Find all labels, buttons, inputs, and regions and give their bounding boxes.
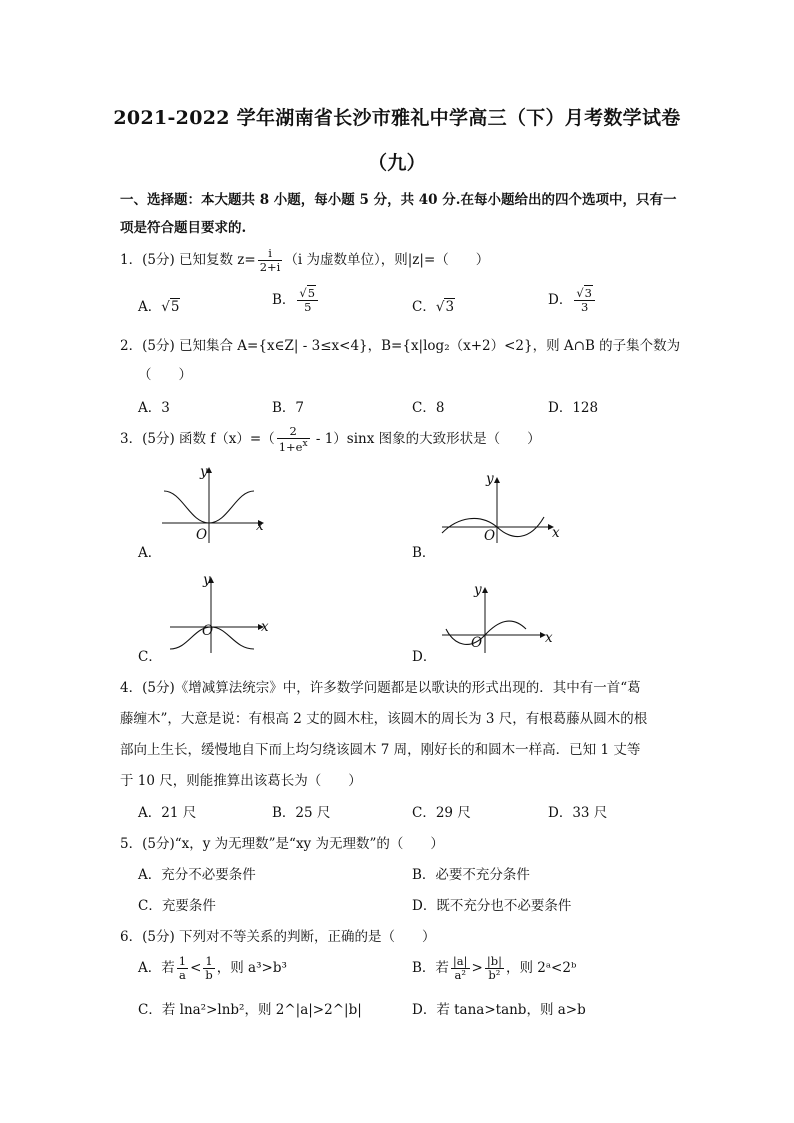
graph-d: [440, 585, 555, 655]
q1-frac-num: i: [258, 247, 283, 261]
q1-suffix: （i 为虚数单位），则|z|=（ ）: [284, 252, 490, 269]
section-heading: 一、选择题：本大题共 8 小题，每小题 5 分，共 40 分.在每小题给出的四个选项中，只有一: [120, 192, 677, 208]
radicand: 5: [170, 299, 180, 315]
question-1: [120, 247, 489, 274]
q3-option-b[interactable]: B．: [412, 545, 436, 561]
option-tail: ，则 a³>b³: [216, 960, 287, 977]
q3-fraction: [277, 425, 310, 454]
graph-b-x: x: [552, 525, 560, 541]
q1-option-b[interactable]: [272, 287, 320, 314]
frac-den: b²: [488, 968, 501, 983]
frac-den: a²: [454, 968, 466, 983]
q3-prefix: 3．(5分) 函数 f（x）=（: [120, 431, 275, 448]
graph-c: [168, 575, 273, 655]
option-label: B．: [272, 292, 296, 309]
q3-option-c[interactable]: C．: [138, 649, 162, 665]
graph-a-y: y: [200, 464, 208, 480]
graph-d-origin: O: [471, 635, 483, 651]
frac-abs-b: [485, 955, 504, 982]
frac-num: |a|: [452, 954, 468, 968]
question-4-line2: 藤缠木”，大意是说：有根高 2 丈的圆木柱，该圆木的周长为 3 尺，有根葛藤从圆木的根: [120, 711, 648, 727]
q1-z-eq: z=: [237, 252, 256, 269]
radicand: 5: [307, 286, 316, 300]
q1-option-d[interactable]: [548, 287, 597, 314]
frac-abs-a: [451, 955, 470, 982]
question-4-line4: 于 10 尺，则能推算出该葛长为（ ）: [120, 773, 362, 789]
q3-frac-num: 2: [277, 425, 310, 439]
q1-d-fraction: [574, 287, 595, 314]
q6-option-a[interactable]: A．若 $\frac{1}{a}$ < $\frac{1}{b}$ ，则 a³>b³: [138, 954, 287, 983]
question-5: 5．(5分)“x，y 为无理数”是“xy 为无理数”的（ ）: [120, 836, 444, 852]
graph-b: [440, 475, 565, 545]
q5-option-c[interactable]: C．充要条件: [138, 898, 216, 914]
graph-d-y: y: [474, 582, 482, 598]
graph-b-origin: O: [484, 528, 496, 544]
option-tail: ，则 2ᵃ<2ᵇ: [505, 960, 577, 977]
frac-num: 1: [203, 955, 214, 969]
graph-b-y: y: [486, 471, 494, 487]
q1-prefix: 1．(5分) 已知复数: [120, 252, 238, 269]
q6-option-d[interactable]: D．若 tana>tanb，则 a>b: [412, 1002, 586, 1018]
q3-frac-den: [277, 439, 310, 454]
q6-option-b[interactable]: B．若 $\frac{|a|}{\text{a²}}$ > $\frac{|b|}{\text{b²}}$ ，则 2ᵃ<2ᵇ: [412, 954, 577, 983]
radicand: 3: [584, 286, 592, 300]
q3-option-d[interactable]: D．: [412, 649, 437, 665]
q5-option-a[interactable]: A．充分不必要条件: [138, 867, 256, 883]
graph-c-origin: O: [202, 623, 214, 639]
graph-c-y: y: [203, 572, 211, 588]
page-title: 2021-2022 学年湖南省长沙市雅礼中学高三（下）月考数学试卷: [113, 107, 681, 129]
graph-d-x: x: [545, 630, 553, 646]
graph-a: [160, 465, 270, 545]
sqrt-symbol: √5: [161, 299, 180, 315]
curve: [446, 621, 526, 644]
q5-option-d[interactable]: D．既不充分也不必要条件: [412, 898, 572, 914]
q2-option-a[interactable]: A．3: [138, 400, 170, 416]
q4-option-a[interactable]: A．21 尺: [138, 805, 197, 821]
section-heading-line2: 项是符合题目要求的.: [120, 220, 247, 236]
frac-num: 1: [178, 954, 187, 968]
q3-option-a[interactable]: A．: [138, 545, 162, 561]
q4-option-c[interactable]: C．29 尺: [412, 805, 471, 821]
frac-den: 3: [580, 300, 589, 315]
q3-den-base: 1+e: [278, 440, 303, 455]
y-arrow-icon: [494, 477, 500, 483]
question-6: 6．(5分) 下列对不等关系的判断，正确的是（ ）: [120, 929, 436, 945]
sqrt-symbol: √3: [435, 299, 455, 315]
q2-option-b[interactable]: B．7: [272, 400, 305, 416]
radicand: 3: [445, 299, 455, 315]
question-4-line3: 部向上生长，缓慢地自下而上均匀绕该圆木 7 周，刚好长的和圆木一样高．已知 1 丈等: [120, 742, 641, 758]
q3-suffix: - 1）sinx 图象的大致形状是（ ）: [311, 431, 541, 448]
q4-option-b[interactable]: B．25 尺: [272, 805, 331, 821]
question-2: 2．(5分) 已知集合 A={x∈Z| - 3≤x<4}，B={x|log₂（x+2）<2}，则 A∩B 的子集个数为: [120, 338, 681, 354]
q1-frac-den: 2+i: [259, 260, 281, 275]
graph-a-origin: O: [196, 527, 208, 543]
q3-den-sup: x: [302, 439, 308, 450]
graph-c-x: x: [261, 619, 269, 635]
frac-1-a: [177, 955, 188, 982]
frac-num: √3: [574, 287, 595, 301]
question-3: [120, 425, 541, 454]
frac-1-b: [203, 955, 214, 982]
frac-num: |b|: [486, 954, 502, 968]
question-2-line2: （ ）: [138, 367, 192, 383]
page-title-line2: （九）: [368, 152, 426, 174]
q1-option-c[interactable]: [412, 295, 455, 315]
q1-fraction: [258, 247, 283, 274]
frac-den: 5: [304, 300, 312, 315]
graph-a-x: x: [256, 518, 264, 534]
frac-den: b: [205, 968, 213, 983]
option-label: B．若: [412, 960, 449, 977]
option-label: C．: [412, 299, 436, 315]
q2-option-d[interactable]: D．128: [548, 400, 599, 416]
option-label: A．若: [138, 960, 175, 977]
q1-b-fraction: [297, 287, 318, 314]
frac-den: a: [178, 968, 186, 983]
y-arrow-icon: [482, 587, 488, 593]
frac-num: √5: [297, 287, 318, 301]
q6-option-c[interactable]: C．若 lna²>lnb²，则 2^|a|>2^|b|: [138, 1002, 362, 1018]
option-label: A．: [138, 299, 162, 315]
q4-option-d[interactable]: D．33 尺: [548, 805, 608, 821]
option-label: D．: [548, 292, 573, 309]
q1-option-a[interactable]: [138, 295, 180, 315]
question-4: 4．(5分)《增减算法统宗》中，许多数学问题都是以歌诀的形式出现的．其中有一首“葛: [120, 680, 641, 696]
q5-option-b[interactable]: B．必要不充分条件: [412, 867, 530, 883]
q2-option-c[interactable]: C．8: [412, 400, 445, 416]
